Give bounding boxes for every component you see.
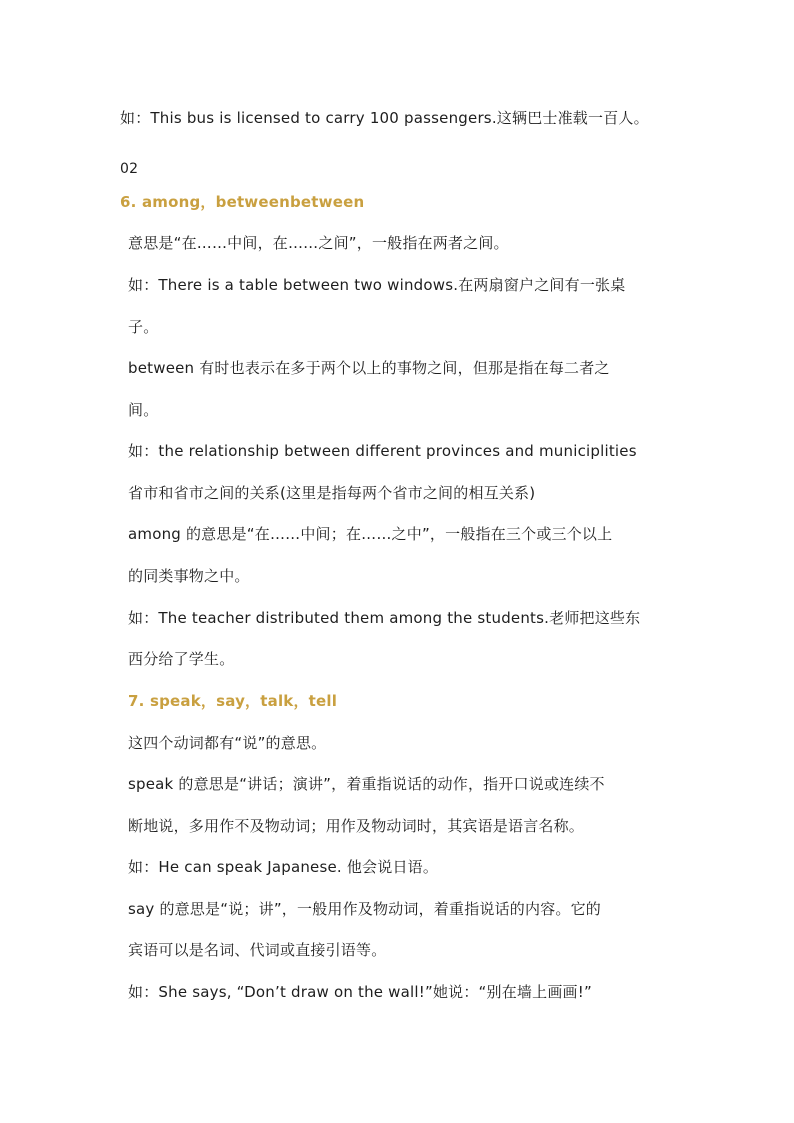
paragraph-line: 如：There is a table between two windows.在两扇窗户之间有一张桌 [128, 276, 626, 294]
paragraph-line: 断地说，多用作不及物动词；用作及物动词时，其宾语是语言名称。 [128, 817, 585, 835]
paragraph-line: among 的意思是“在……中间；在……之中”，一般指在三个或三个以上 [128, 525, 613, 543]
paragraph-line: speak 的意思是“讲话；演讲”，着重指说话的动作，指开口说或连续不 [128, 775, 605, 793]
paragraph-line: 的同类事物之中。 [128, 567, 250, 585]
section-number: 02 [120, 161, 139, 177]
paragraph-line: 意思是“在……中间，在……之间”，一般指在两者之间。 [128, 234, 509, 252]
paragraph-line: 如：the relationship between different provinces and municiplities [128, 442, 637, 460]
paragraph-line: 如：She says, “Don’t draw on the wall!”她说：“别在墙上画画!” [128, 983, 592, 1001]
example-bus-sentence: 如：This bus is licensed to carry 100 passengers.这辆巴士准载一百人。 [120, 109, 649, 127]
heading-speak-say-talk-tell: 7. speak，say，talk，tell [128, 692, 338, 710]
paragraph-line: 西分给了学生。 [128, 650, 235, 668]
paragraph-line: say 的意思是“说；讲”，一般用作及物动词，着重指说话的内容。它的 [128, 900, 601, 918]
paragraph-line: 如：The teacher distributed them among the students.老师把这些东 [128, 609, 641, 627]
paragraph-line: between 有时也表示在多于两个以上的事物之间，但那是指在每二者之 [128, 359, 610, 377]
paragraph-line: 省市和省市之间的关系(这里是指每两个省市之间的相互关系) [128, 484, 536, 502]
paragraph-line: 宾语可以是名词、代词或直接引语等。 [128, 941, 387, 959]
paragraph-line: 间。 [128, 401, 159, 419]
paragraph-line: 子。 [128, 318, 159, 336]
paragraph-line: 这四个动词都有“说”的意思。 [128, 734, 327, 752]
paragraph-line: 如：He can speak Japanese. 他会说日语。 [128, 858, 439, 876]
heading-among-between: 6. among，betweenbetween [120, 193, 365, 211]
